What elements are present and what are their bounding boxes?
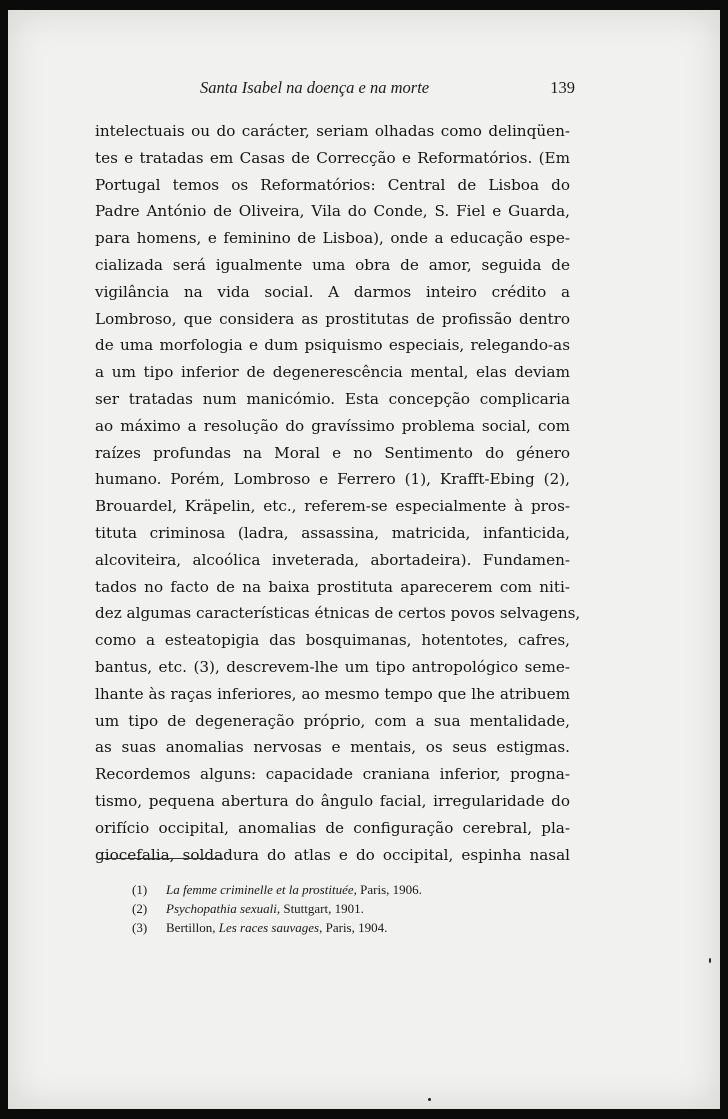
text-line: a um tipo inferior de degenerescência mental, elas deviam xyxy=(95,363,570,382)
running-title: Santa Isabel na doença e na morte xyxy=(200,78,430,97)
footnote-title: La femme criminelle et la prostituée, xyxy=(166,882,357,897)
footnote-rest: Paris, 1906. xyxy=(356,882,422,897)
text-line: lhante às raças inferiores, ao mesmo tempo que lhe atribuem xyxy=(95,684,570,703)
footnote-marker: (3) xyxy=(132,920,148,935)
text-line: dez algumas características étnicas de certos povos selvagens, xyxy=(95,604,581,623)
body-text xyxy=(95,118,581,868)
text-line: intelectuais ou do carácter, seriam olhadas como delinqüen- xyxy=(95,122,570,140)
footnote-marker: (2) xyxy=(132,901,148,916)
footnote-3 xyxy=(132,918,572,937)
text-line: raízes profundas na Moral e no Sentimento do género xyxy=(95,443,570,462)
footnote-rule xyxy=(99,858,223,859)
text-line: Lombroso, que considera as prostitutas de profissão dentro xyxy=(95,309,570,328)
footnote-rest: Stuttgart, 1901. xyxy=(280,901,364,916)
text-line: Brouardel, Kräpelin, etc., referem-se especialmente à pros- xyxy=(95,497,570,516)
text-line: orifício occipital, anomalias de configuração cerebral, pla- xyxy=(95,818,570,837)
text-line: tituta criminosa (ladra, assassina, matricida, infanticida, xyxy=(95,523,570,542)
footnote-title: Les races sauvages, xyxy=(218,920,323,935)
text-line: ao máximo a resolução do gravíssimo problema social, com xyxy=(95,416,570,435)
text-line: como a esteatopigia das bosquimanas, hotentotes, cafres, xyxy=(95,631,570,650)
text-line: humano. Porém, Lombroso e Ferrero (1), Krafft-Ebing (2), xyxy=(95,470,570,489)
text-line: alcoviteira, alcoólica inveterada, abortadeira). Fundamen- xyxy=(95,550,570,569)
text-line: cializada será igualmente uma obra de amor, seguida de xyxy=(95,255,570,274)
text-line: de uma morfologia e dum psiquismo especiais, relegando-as xyxy=(95,336,570,355)
text-line: Portugal temos os Reformatórios: Central de Lisboa do xyxy=(95,175,570,194)
footnote-2 xyxy=(132,899,572,918)
footnote-rest: Paris, 1904. xyxy=(322,920,388,935)
text-line: para homens, e feminino de Lisboa), onde a educação espe- xyxy=(95,229,570,248)
text-line: tismo, pequena abertura do ângulo facial, irregularidade do xyxy=(95,791,570,810)
scan-speck xyxy=(428,1098,431,1101)
footnote-lead: Bertillon, xyxy=(166,920,219,935)
text-line: Recordemos alguns: capacidade craniana inferior, progna- xyxy=(95,765,570,784)
text-line: tes e tratadas em Casas de Correcção e Reformatórios. (Em xyxy=(95,148,570,167)
footnotes xyxy=(132,880,572,937)
footnote-marker: (1) xyxy=(132,882,148,897)
text-line: Padre António de Oliveira, Vila do Conde, S. Fiel e Guarda, xyxy=(95,202,570,221)
running-header xyxy=(95,78,575,100)
text-line: giocefalia, soldadura do atlas e do occipital, espinha nasal xyxy=(95,845,570,864)
text-line: as suas anomalias nervosas e mentais, os seus estigmas. xyxy=(95,738,570,757)
page-number: 139 xyxy=(550,78,575,97)
text-line: tados no facto de na baixa prostituta aparecerem com niti- xyxy=(95,577,570,596)
text-line: vigilância na vida social. A darmos inteiro crédito a xyxy=(95,282,570,301)
footnote-1 xyxy=(132,880,572,899)
footnote-title: Psychopathia sexuali, xyxy=(166,901,281,916)
text-line: bantus, etc. (3), descrevem-lhe um tipo antropológico seme- xyxy=(95,657,570,676)
scan-speck xyxy=(709,958,711,963)
text-line: um tipo de degeneração próprio, com a sua mentalidade, xyxy=(95,711,570,730)
text-line: ser tratadas num manicómio. Esta concepção complicaria xyxy=(95,389,570,408)
